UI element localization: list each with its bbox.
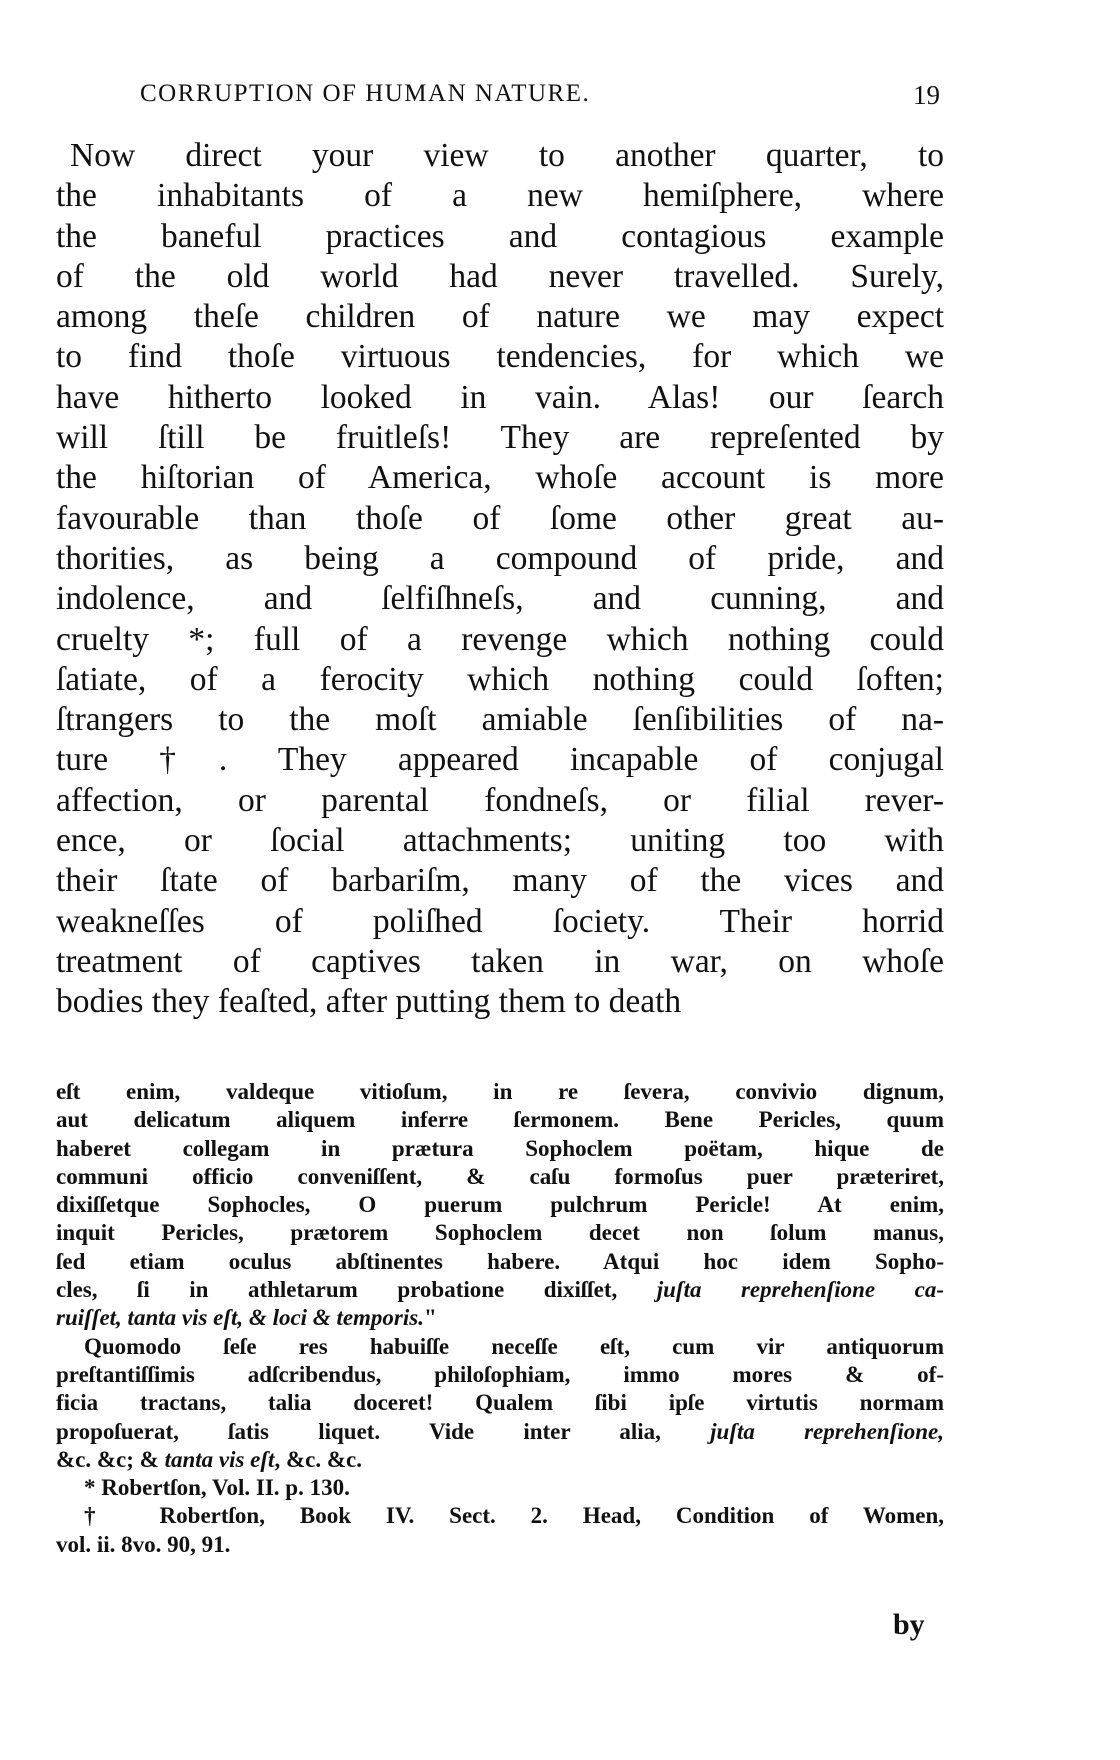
footnote-line bbox=[56, 1502, 944, 1530]
footnote-line bbox=[56, 1333, 944, 1361]
footnote-line bbox=[56, 1248, 944, 1276]
footnote-text: &c. &c; & bbox=[56, 1446, 165, 1472]
page-number: 19 bbox=[913, 80, 940, 110]
footnote-text: † Robertſon, Book IV. Sect. 2. Head, Condition of Women, bbox=[84, 1503, 944, 1529]
footnote-text: ficia tractans, talia doceret! Qualem ſibi ipſe virtutis normam bbox=[56, 1390, 944, 1416]
footnote-text: vol. ii. 8vo. 90, 91. bbox=[56, 1531, 231, 1557]
footnote-text: ſed etiam oculus abſtinentes habere. Atqui hoc idem Sopho- bbox=[56, 1248, 944, 1274]
body-line: will ſtill be fruitleſs! They are repreſented by bbox=[56, 419, 944, 457]
footnote-line bbox=[56, 1361, 944, 1389]
italic-text: juſta reprehenſione ca- bbox=[656, 1277, 944, 1303]
body-line: cruelty *; full of a revenge which nothing could bbox=[56, 620, 944, 658]
footnote-line bbox=[56, 1389, 944, 1417]
body-line: to find thoſe virtuous tendencies, for which we bbox=[56, 338, 944, 376]
footnote-text: propoſuerat, ſatis liquet. Vide inter alia, bbox=[56, 1418, 711, 1444]
running-header bbox=[140, 80, 940, 116]
body-line: the baneful practices and contagious example bbox=[56, 217, 944, 255]
footnote-line bbox=[56, 1163, 944, 1191]
footnote-line bbox=[56, 1191, 944, 1219]
body-line: affection, or parental fondneſs, or filial rever- bbox=[56, 781, 944, 819]
running-title: CORRUPTION OF HUMAN NATURE. bbox=[140, 80, 591, 107]
footnote-text: Quomodo ſeſe res habuiſſe neceſſe eſt, cum vir antiquorum bbox=[84, 1333, 944, 1359]
body-line: their ſtate of barbariſm, many of the vices and bbox=[56, 862, 944, 900]
footnote-text: * Robertſon, Vol. II. p. 130. bbox=[84, 1475, 350, 1501]
body-line: ture †. They appeared incapable of conjugal bbox=[56, 741, 944, 779]
body-line: have hitherto looked in vain. Alas! our ſearch bbox=[56, 378, 944, 416]
footnote-text: " bbox=[423, 1305, 437, 1331]
body-line: treatment of captives taken in war, on whoſe bbox=[56, 942, 944, 980]
footnote-text: dixiſſetque Sophocles, O puerum pulchrum Pericle! At enim, bbox=[56, 1192, 944, 1218]
footnote-text: , &c. &c. bbox=[274, 1446, 362, 1472]
body-line: ſtrangers to the moſt amiable ſenſibilities of na- bbox=[56, 701, 944, 739]
footnote-line bbox=[56, 1418, 944, 1446]
footnote-text: eſt enim, valdeque vitioſum, in re ſevera, convivio dignum, bbox=[56, 1079, 944, 1104]
body-line: ſatiate, of a ferocity which nothing could ſoften; bbox=[56, 660, 944, 698]
footnote-line bbox=[56, 1474, 944, 1502]
body-line: indolence, and ſelfiſhneſs, and cunning, and bbox=[56, 580, 944, 618]
footnotes bbox=[56, 1078, 944, 1559]
body-line: among theſe children of nature we may expect bbox=[56, 298, 944, 336]
footnote-line bbox=[56, 1078, 944, 1106]
footnote-text: haberet collegam in prætura Sophoclem poëtam, hique de bbox=[56, 1135, 944, 1161]
footnote-line bbox=[56, 1135, 944, 1163]
footnote-line bbox=[56, 1276, 944, 1304]
footnote-text: cles, ſi in athletarum probatione dixiſſet, bbox=[56, 1277, 657, 1303]
body-line: weakneſſes of poliſhed ſociety. Their horrid bbox=[56, 902, 944, 940]
italic-text: ruiſſet, tanta vis eſt, & loci & temporis. bbox=[56, 1305, 424, 1331]
italic-text: tanta vis eſt bbox=[164, 1446, 275, 1472]
body-line: Now direct your view to another quarter, to bbox=[70, 137, 944, 174]
body-line: the hiſtorian of America, whoſe account is more bbox=[56, 459, 944, 497]
footnote-line bbox=[56, 1219, 944, 1247]
footnote-line bbox=[56, 1531, 944, 1559]
body-line: of the old world had never travelled. Surely, bbox=[56, 257, 944, 295]
footnote-text: preſtantiſſimis adſcribendus, philoſophiam, immo mores & of- bbox=[56, 1361, 944, 1387]
body-line: bodies they feaſted, after putting them to death bbox=[56, 983, 682, 1021]
body-line: thorities, as being a compound of pride, and bbox=[56, 539, 944, 577]
footnote-line bbox=[56, 1446, 944, 1474]
catchword: by bbox=[893, 1608, 925, 1641]
body-line: favourable than thoſe of ſome other great au- bbox=[56, 499, 944, 537]
body-line: ence, or ſocial attachments; uniting too with bbox=[56, 822, 944, 860]
body-line: the inhabitants of a new hemiſphere, where bbox=[56, 177, 944, 215]
footnote-text: aut delicatum aliquem inferre ſermonem. Bene Pericles, quum bbox=[56, 1107, 944, 1133]
italic-text: juſta reprehenſione, bbox=[710, 1418, 945, 1444]
footnote-text: communi officio conveniſſent, & caſu formoſus puer præteriret, bbox=[56, 1163, 944, 1189]
footnote-line bbox=[56, 1304, 944, 1332]
footnote-text: inquit Pericles, prætorem Sophoclem decet non ſolum manus, bbox=[56, 1220, 944, 1246]
footnote-line bbox=[56, 1106, 944, 1134]
body-text bbox=[56, 136, 944, 1023]
